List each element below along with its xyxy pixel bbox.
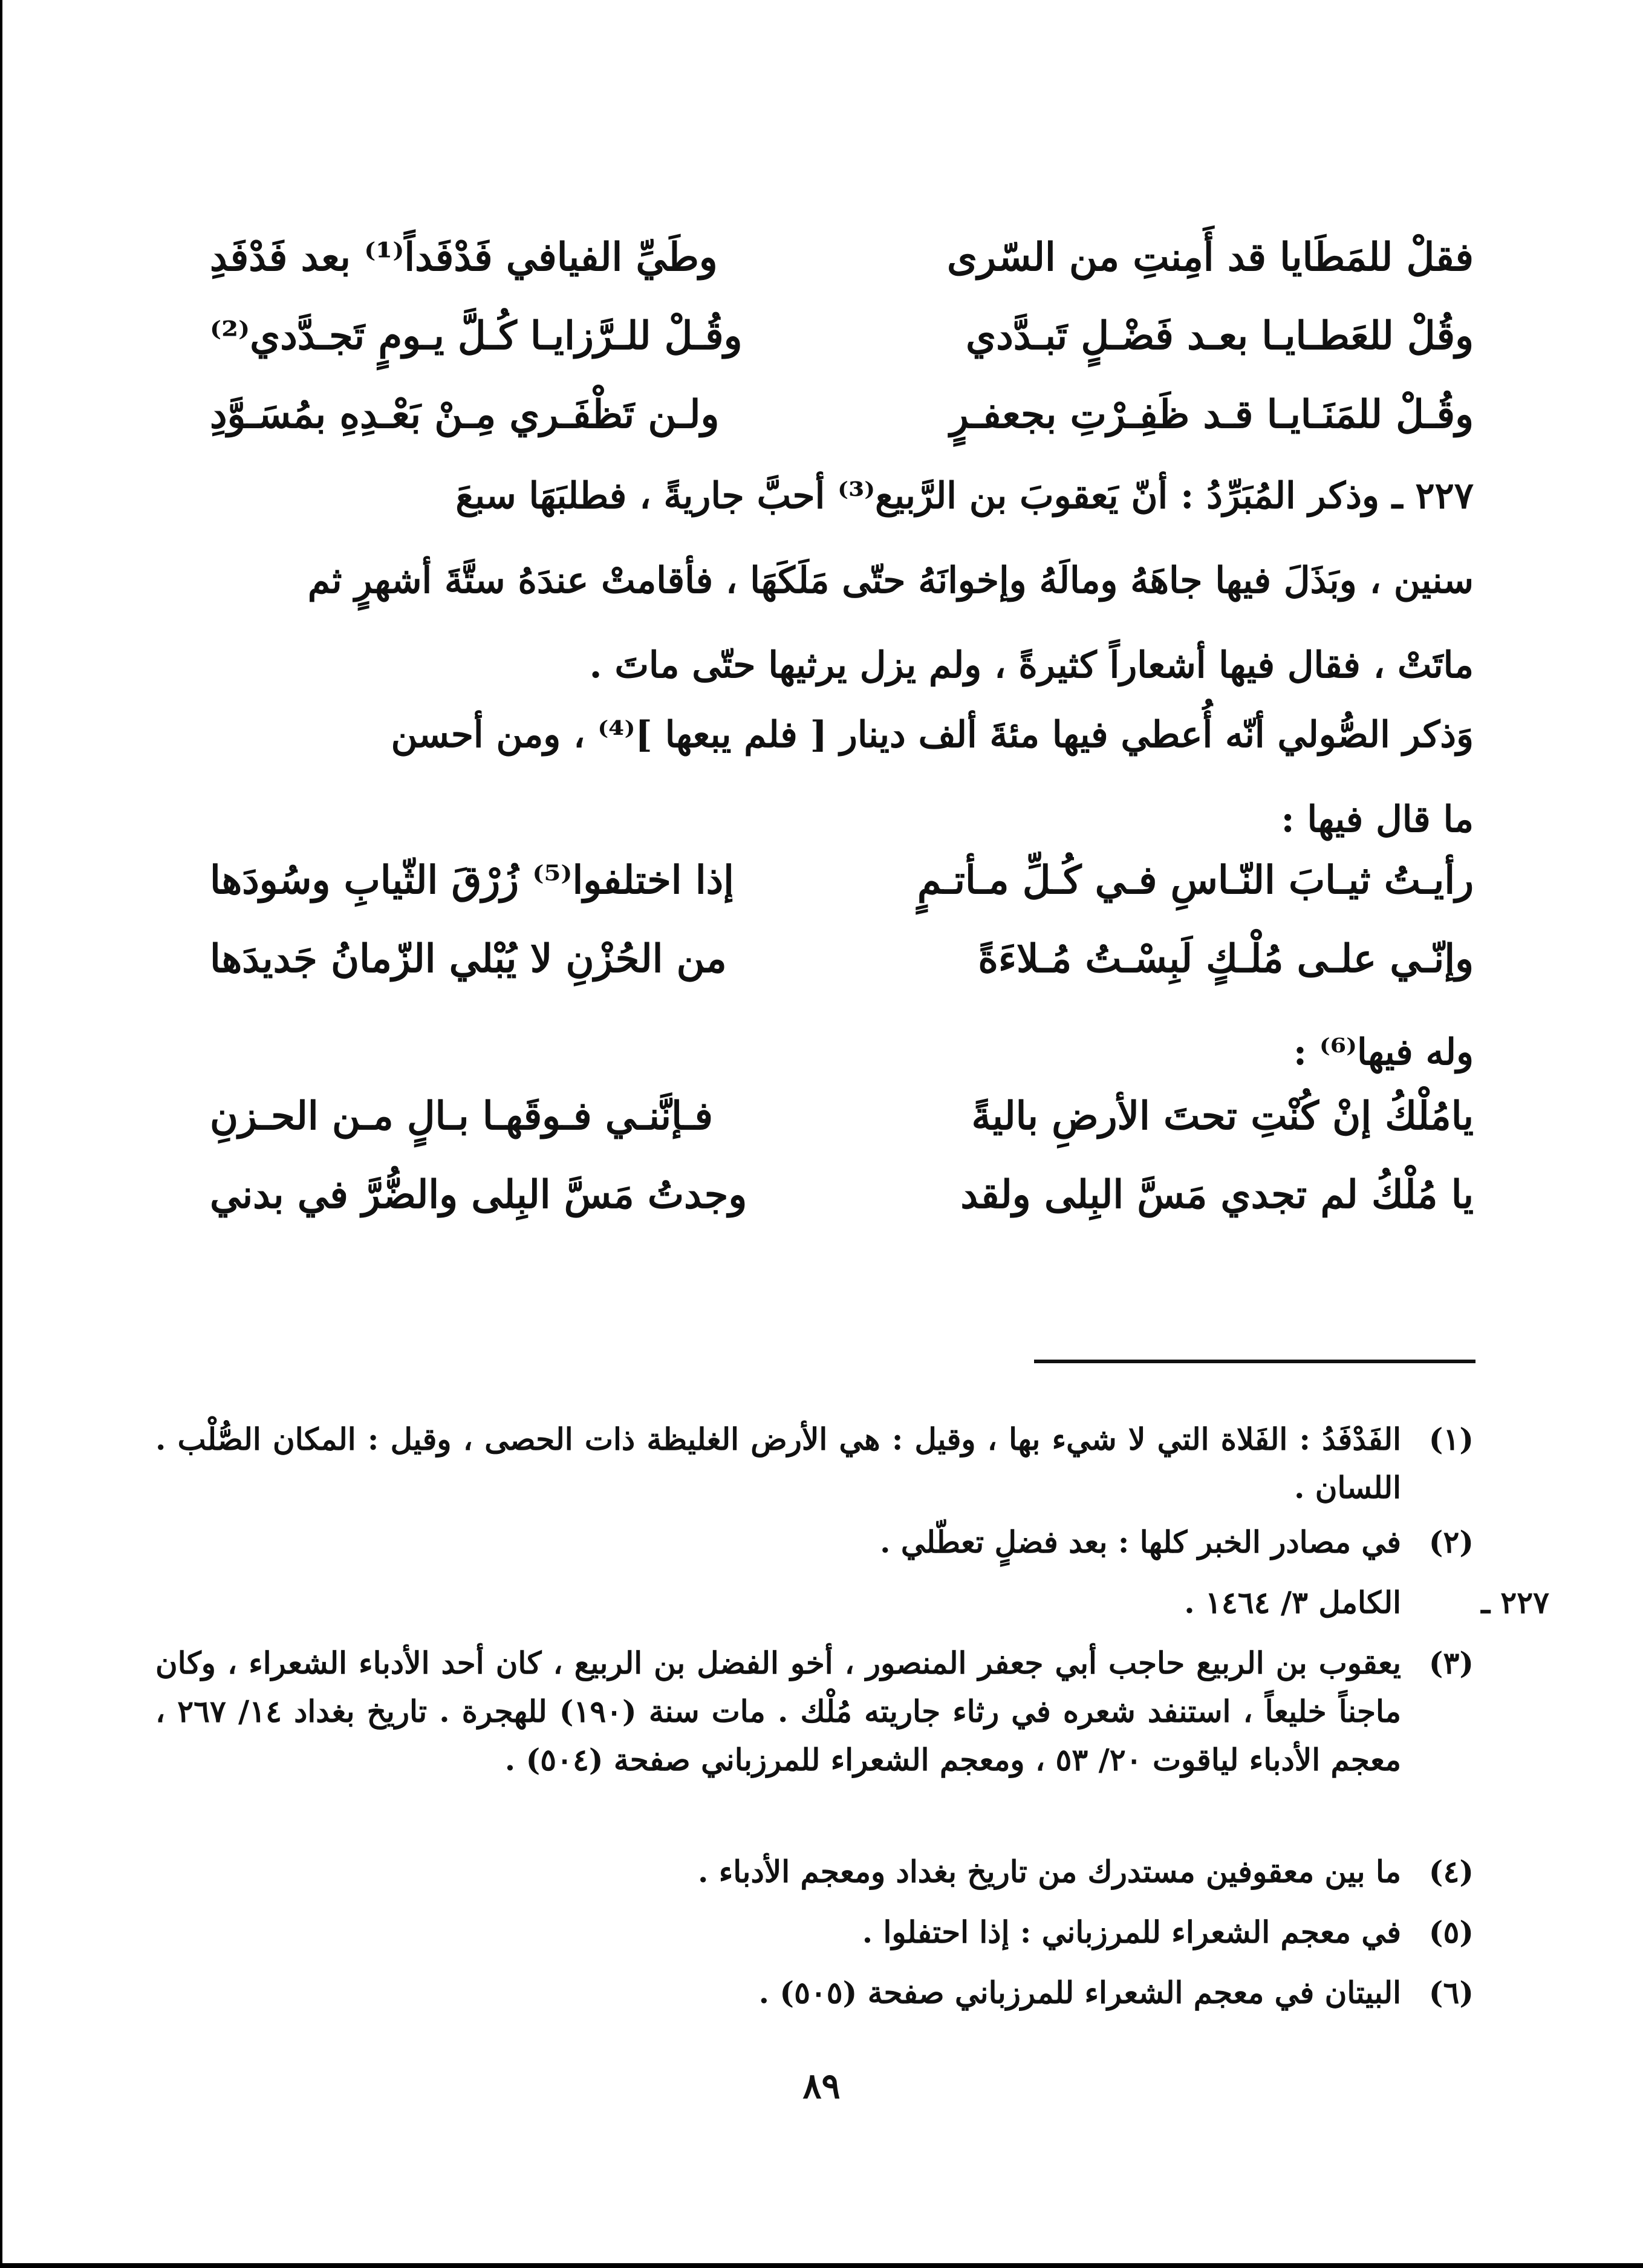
verse-second-hemistich: وقُـلْ للـرَّزايـا كُـلَّ يـومٍ تَجـدَّدي⁽²⁾: [210, 313, 743, 359]
paragraph-line: ماتَتْ ، فقال فيها أشعاراً كثيرةً ، ولم يزل يرثيها حتّى ماتَ .: [589, 644, 1474, 686]
footnote: [155, 1639, 1474, 1784]
paragraph-line: وَذكر الصُّولي أنّه أُعطي فيها مئةَ ألف دينار [ فلم يبعها ]⁽⁴⁾ ، ومن أحسن: [391, 714, 1474, 756]
verse-second-hemistich: وطَيِّ الفيافي فَدْفَداً⁽¹⁾ بعد فَدْفَدِ: [210, 234, 718, 280]
paragraph-line: ٢٢٧ ـ وذكر المُبَرِّدُ : أنّ يَعقوبَ بن الرَّبيع⁽³⁾ أحبَّ جاريةً ، فطلبَهَا سبعَ: [455, 475, 1474, 517]
footnote-number: ٢٢٧ ـ: [1481, 1585, 1549, 1620]
scan-border-bottom: [0, 2263, 1643, 2268]
verse-line: [210, 1155, 1474, 1234]
footnote-text: ما بين معقوفين مستدرك من تاريخ بغداد ومعجم الأدباء .: [697, 1854, 1401, 1889]
verse-line: [210, 1077, 1474, 1155]
paragraph-line: ما قال فيها :: [1281, 798, 1474, 841]
footnote-text: يعقوب بن الربيع حاجب أبي جعفر المنصور ، أخو الفضل بن الربيع ، كان أحد الأدباء الشعراء ، وكان ماجناً خليعاً ، استنفد شعره في رثاء جاريته مُلْك . مات سنة (١٩٠) للهجرة . تاريخ بغداد ١٤/ ٢٦٧ ، معجم الأدباء لياقوت ٢٠/ ٥٣ ، ومعجم الشعراء للمرزباني صفحة (٥٠٤) .: [155, 1645, 1402, 1778]
footnote-number: (٤): [1428, 1854, 1474, 1889]
footnote: [155, 1848, 1474, 1896]
verse-line: [210, 841, 1474, 919]
footnote-text: البيتان في معجم الشعراء للمرزباني صفحة (٥٠٥) .: [758, 1975, 1401, 2010]
footnote: [155, 1518, 1474, 1566]
verse-first-hemistich: وقُـلْ للمَنَـايـا قـد ظَفِـرْتِ بجعفـرٍ: [949, 391, 1474, 437]
verse-second-hemistich: إذا اختلفوا⁽⁵⁾ زُرْقَ الثّيابِ وسُودَها: [210, 857, 734, 903]
verse-first-hemistich: وقُلْ للعَطـايـا بعـد فَضْـلٍ تَبـدَّدي: [966, 313, 1474, 359]
verse-second-hemistich: ولـن تَظْفَـري مِـنْ بَعْـدِهِ بمُسَـوَّدِ: [210, 391, 720, 437]
verse-line: [210, 375, 1474, 454]
verse-first-hemistich: يا مُلْكُ لم تجدي مَسَّ البِلى ولقد: [960, 1171, 1474, 1217]
verse-second-hemistich: من الحُزْنِ لا يُبْلي الزّمانُ جَديدَها: [210, 936, 727, 982]
verse-line: [210, 919, 1474, 998]
footnote-separator: [1034, 1360, 1475, 1363]
footnote: [155, 1969, 1474, 2017]
verse-first-hemistich: فقلْ للمَطَايا قد أَمِنتِ من السّرى: [946, 234, 1474, 280]
verse-first-hemistich: وإنّـي علـى مُلْـكٍ لَبِسْـتُ مُـلاءَةً: [978, 936, 1474, 982]
paragraph-227: [210, 454, 1474, 708]
footnote-number: (٢): [1428, 1524, 1474, 1560]
verse-second-hemistich: وجدتُ مَسَّ البِلى والضُّرَّ في بدني: [210, 1171, 747, 1217]
footnote-number: (٥): [1428, 1914, 1474, 1950]
footnote-text: الكامل ٣/ ١٤٦٤ .: [1184, 1585, 1401, 1620]
verse-first-hemistich: يامُلْكُ إنْ كُنْتِ تحتَ الأرضِ باليةً: [971, 1093, 1474, 1139]
paragraph-line: سنين ، وبَذَلَ فيها جاهَهُ ومالَهُ وإخوانَهُ حتّى مَلَكَهَا ، فأقامتْ عندَهُ ستَّةَ أشهرٍ ثم: [307, 559, 1474, 602]
verse-line: [210, 218, 1474, 296]
verse-second-hemistich: فـإنَّنـي فـوقَهـا بـالٍ مـن الحـزنِ: [210, 1093, 713, 1139]
footnote-227: [171, 1579, 1549, 1627]
page-number: ٨٩: [802, 2065, 841, 2107]
footnote-text: في مصادر الخبر كلها : بعد فضلٍ تعطّلي .: [880, 1524, 1401, 1560]
footnote: [155, 1415, 1474, 1512]
footnote-text: الفَدْفَدُ : الفَلاة التي لا شيء بها ، وقيل : هي الأرض الغليظة ذات الحصى ، وقيل : المكان الصُّلْب . اللسان .: [155, 1421, 1401, 1505]
footnote: [155, 1908, 1474, 1957]
poem-intro-label: وله فيها⁽⁶⁾ :: [1293, 1031, 1474, 1074]
footnote-number: (٦): [1428, 1975, 1474, 2010]
scan-border-left: [0, 0, 2, 2268]
footnote-number: (٣): [1428, 1645, 1474, 1681]
footnote-number: (١): [1428, 1421, 1474, 1457]
paragraph-suli: [210, 692, 1474, 862]
verse-first-hemistich: رأيـتُ ثيـابَ النّـاسِ فـي كُـلِّ مـأتـمٍ: [917, 857, 1474, 903]
footnote-text: في معجم الشعراء للمرزباني : إذا احتفلوا .: [862, 1914, 1401, 1950]
verse-line: [210, 296, 1474, 375]
